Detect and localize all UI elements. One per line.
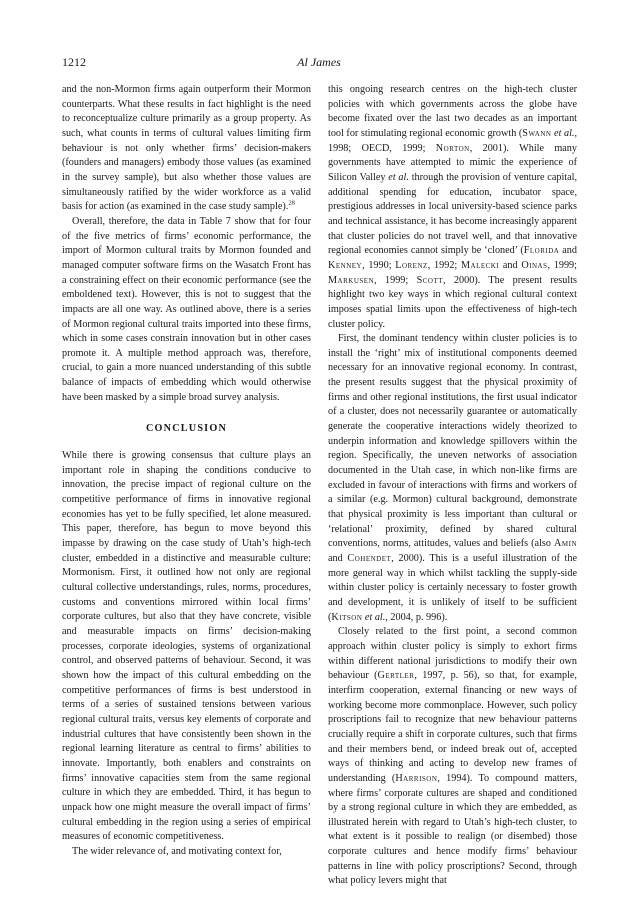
footnote-ref: 28 bbox=[288, 199, 295, 207]
cited-author: Cohendet bbox=[347, 553, 392, 564]
left-column bbox=[62, 83, 311, 859]
page-header bbox=[62, 55, 576, 71]
cited-author: Gertler bbox=[377, 670, 415, 682]
running-head: Al James bbox=[297, 55, 341, 69]
cited-author: Markusen bbox=[328, 274, 375, 286]
cited-author: Kitson bbox=[331, 611, 363, 623]
body-paragraph: While there is growing consensus that culture plays an important role in shaping the conditions conducive to innovation, the precise impact of regional culture on the competitive performance of firms in innovative regional economies has yet to be fully specified, let alone measured. This paper, therefore, has begun to move beyond this impasse by drawing on the case study of Utah’s high-tech cluster, embedded in a distinctive and measurable culture: Mormonism. First, it outlined how not only are regional cultural collective understandings, rules, norms, procedures, customs and conventions mirrored within local firms’ corporate cultures, but also that they have concrete, visible and measurable impacts on firms’ decision-making processes, corporate ideologies, systems of organizational control, and observed patterns of behaviour. Second, it was shown how the impact of this cultural embedding on the competitive performances of firms is best understood in terms of a series of sustained tensions between various regional cultural traits, versus key elements of corporate and industrial cultures that have consistently been shown in the regional learning literature as central to firms’ abilities to innovate. Importantly, both enablers and constraints on firms’ innovative capacities stem from the same regional culture in which they are embedded. Third, it has begun to unpack how one might measure the overall impact of firms’ cultural embedding in the region using a series of empirical measures of economic competitiveness. bbox=[62, 450, 311, 843]
section-heading: CONCLUSION bbox=[145, 423, 228, 435]
body-paragraph: The wider relevance of, and motivating context for, bbox=[72, 845, 282, 857]
cited-author: Lorenz bbox=[395, 259, 428, 271]
body-paragraph: First, the dominant tendency within cluster policies is to install the ‘right’ mix of institutional components deemed necessary for an innovative regional economy. In contrast, the present results suggest that the physical proximity of firms and other regional institutions, the first usual indicator of a cluster, does not necessarily guarantee or automatically generate the cooperative interactions widely theorized to underpin information and knowledge spillovers within the region. Specifically, the uneven networks of association documented in the Utah case, in which non-like firms are excluded in favour of interactions with firms and workers of a similar (e.g. Mormon) cultural background, demonstrate that physical proximity is less important than cultural or ‘relational’ proximity, defined by shared cultural conventions, norms, attitudes, values and beliefs (also Amin and Cohendet, 2000). This is a useful illustration of the more general way in which whilst tackling the supply-side within cluster policy is certainly necessary to foster growth and development, it is unlikely of itself to be sufficient (Kitson et al., 2004, p. 996). bbox=[328, 333, 577, 623]
cited-author: Kenney bbox=[328, 259, 363, 271]
cited-author: Scott bbox=[416, 274, 444, 286]
cited-author: Malecki bbox=[460, 259, 500, 271]
cited-author: Harrison bbox=[395, 772, 438, 784]
cited-author: Norton bbox=[435, 142, 470, 154]
body-paragraph: Overall, therefore, the data in Table 7 show that for four of the five metrics of firms’ economic performance, the import of Mormon cultural traits by Mormon founded and managed computer software firms on the Wasatch Front has a constraining effect on their economic performance (see the emboldened text). However, this is not to suggest that the impacts are all one way. As outlined above, there is a series of Mormon regional cultural traits imported into these firms, which in some cases constrain innovation but in other cases promote it. A multiple method approach was, therefore, crucial, to gain a more nuanced understanding of this subtle balance of impacts of embedding which would otherwise have been masked by a simple broad survey analysis. bbox=[62, 215, 311, 403]
cited-author: Swann bbox=[522, 127, 552, 139]
body-paragraph: and the non-Mormon firms again outperform their Mormon counterparts. What these results in fact highlight is the need to reconceptualize culture primarily as a group property. As such, what counts in terms of cultural values limiting firm behaviour is not only whether firms’ decision-makers (founders and managers) embody those values (as examined in the survey sample), but also whether those values are simultaneously ratified by the wider workforce as a valid basis for action (as examined in the case study sample).$^{28}$ bbox=[62, 84, 311, 213]
body-paragraph: this ongoing research centres on the high-tech cluster policies with which governments across the globe have become fixated over the last two decades as an important tool for stimulating regional economic growth (Swann et al., 1998; OECD, 1999; Norton, 2001). While many governments have attempted to mimic the experience of Silicon Valley et al. through the provision of venture capital, additional spending for education, incubator space, prestigious addresses in local university-based science parks and technical assistance, it has become increasingly apparent that cluster policies do not travel well, and that innovative regional economies cannot simply be ‘cloned’ (Florida and Kenney, 1990; Lorenz, 1992; Malecki and Oinas, 1999; Markusen, 1999; Scott, 2000). The present results highlight two key ways in which regional cultural context imposes spatial limits upon the effectiveness of high-tech cluster policy. bbox=[328, 84, 578, 330]
cited-author: Amin bbox=[554, 538, 577, 550]
body-paragraph: Closely related to the first point, a second common approach within cluster policy is simply to exhort firms within different national jurisdictions to modify their own behaviour (Gertler, 1997, p. 56), so that, for example, interfirm cooperation, external financing or new ways of working become more commonplace. However, such policy proscriptions fail to recognize that new behaviour patterns crucially require a shift in corporate cultures, such that firms and their members bend, or indeed break out of, accepted ways of thinking and acting to develop new frames of understanding (Harrison, 1994). To compound matters, where firms’ corporate cultures are shaped and conditioned by a strong regional culture in which they are embedded, as illustrated herein with regard to Utah’s high-tech cluster, to what extent is it possible to realign (or disembed) those corporate cultures and hence modify firms’ behaviour patterns in line with policy proscriptions? Second, through what policy levers might that bbox=[328, 626, 577, 887]
page-number: 1212 bbox=[62, 55, 86, 69]
right-column bbox=[328, 83, 577, 889]
cited-author: Florida bbox=[523, 245, 560, 257]
cited-author: Oinas bbox=[521, 259, 548, 271]
